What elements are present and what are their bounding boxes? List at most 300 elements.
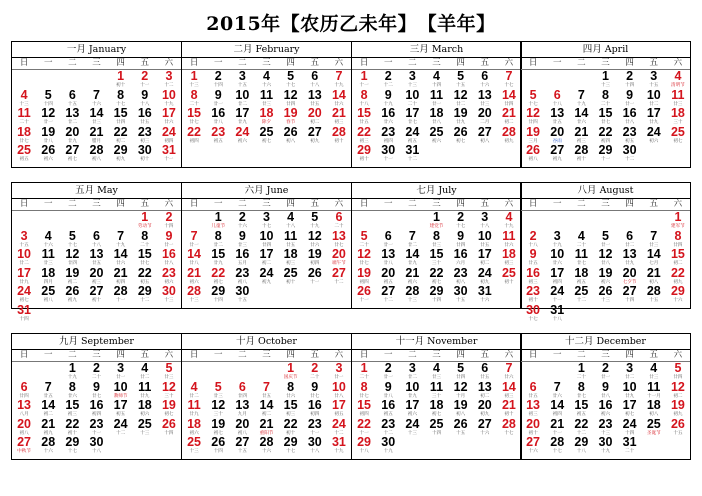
day-cell[interactable]: [618, 267, 642, 286]
day-cell[interactable]: [352, 418, 376, 437]
day-cell[interactable]: [569, 144, 593, 163]
day-cell[interactable]: [157, 89, 181, 108]
day-cell[interactable]: [182, 399, 206, 418]
day-cell[interactable]: [424, 126, 448, 145]
day-cell[interactable]: [449, 248, 473, 267]
day-cell[interactable]: [449, 230, 473, 249]
day-cell[interactable]: [618, 230, 642, 249]
day-cell[interactable]: [12, 126, 36, 145]
day-cell[interactable]: [545, 267, 569, 286]
day-cell[interactable]: [12, 381, 36, 400]
day-cell[interactable]: [157, 230, 181, 249]
day-cell[interactable]: [327, 362, 351, 381]
day-cell[interactable]: [157, 381, 181, 400]
day-cell[interactable]: [109, 70, 133, 89]
day-cell[interactable]: [279, 126, 303, 145]
day-cell[interactable]: [12, 304, 36, 323]
day-cell[interactable]: [279, 362, 303, 381]
day-cell[interactable]: [303, 211, 327, 230]
day-cell[interactable]: [230, 107, 254, 126]
day-cell[interactable]: [376, 144, 400, 163]
day-cell[interactable]: [497, 267, 521, 286]
day-cell[interactable]: [60, 399, 84, 418]
day-cell[interactable]: [473, 362, 497, 381]
day-cell[interactable]: [327, 89, 351, 108]
day-cell[interactable]: [84, 248, 108, 267]
day-cell[interactable]: [84, 126, 108, 145]
day-cell[interactable]: [327, 399, 351, 418]
day-cell[interactable]: [254, 70, 278, 89]
day-cell[interactable]: [642, 381, 666, 400]
day-cell[interactable]: [109, 230, 133, 249]
day-cell[interactable]: [618, 70, 642, 89]
day-cell[interactable]: [254, 107, 278, 126]
day-cell[interactable]: [84, 89, 108, 108]
day-cell[interactable]: [206, 418, 230, 437]
day-cell[interactable]: [182, 267, 206, 286]
day-cell[interactable]: [545, 436, 569, 455]
day-cell[interactable]: [230, 248, 254, 267]
day-cell[interactable]: [254, 211, 278, 230]
day-cell[interactable]: [642, 89, 666, 108]
day-cell[interactable]: [60, 267, 84, 286]
day-cell[interactable]: [545, 304, 569, 323]
day-cell[interactable]: [424, 381, 448, 400]
day-cell[interactable]: [84, 436, 108, 455]
day-cell[interactable]: [36, 248, 60, 267]
day-cell[interactable]: [303, 248, 327, 267]
day-cell[interactable]: [642, 418, 666, 437]
day-cell[interactable]: [497, 211, 521, 230]
day-cell[interactable]: [230, 381, 254, 400]
day-cell[interactable]: [569, 381, 593, 400]
day-cell[interactable]: [352, 285, 376, 304]
day-cell[interactable]: [230, 285, 254, 304]
day-cell[interactable]: [182, 89, 206, 108]
day-cell[interactable]: [157, 418, 181, 437]
day-cell[interactable]: [424, 285, 448, 304]
day-cell[interactable]: [449, 399, 473, 418]
day-cell[interactable]: [666, 285, 690, 304]
day-cell[interactable]: [352, 362, 376, 381]
day-cell[interactable]: [84, 107, 108, 126]
day-cell[interactable]: [376, 436, 400, 455]
day-cell[interactable]: [473, 70, 497, 89]
day-cell[interactable]: [254, 418, 278, 437]
day-cell[interactable]: [400, 399, 424, 418]
day-cell[interactable]: [109, 248, 133, 267]
day-cell[interactable]: [400, 248, 424, 267]
day-cell[interactable]: [230, 230, 254, 249]
day-cell[interactable]: [376, 267, 400, 286]
day-cell[interactable]: [279, 381, 303, 400]
day-cell[interactable]: [449, 126, 473, 145]
day-cell[interactable]: [618, 362, 642, 381]
day-cell[interactable]: [618, 381, 642, 400]
day-cell[interactable]: [521, 89, 545, 108]
day-cell[interactable]: [254, 381, 278, 400]
day-cell[interactable]: [206, 107, 230, 126]
day-cell[interactable]: [109, 285, 133, 304]
day-cell[interactable]: [230, 399, 254, 418]
day-cell[interactable]: [60, 381, 84, 400]
day-cell[interactable]: [352, 436, 376, 455]
day-cell[interactable]: [279, 211, 303, 230]
day-cell[interactable]: [400, 381, 424, 400]
day-cell[interactable]: [521, 399, 545, 418]
day-cell[interactable]: [12, 248, 36, 267]
day-cell[interactable]: [36, 285, 60, 304]
day-cell[interactable]: [376, 70, 400, 89]
day-cell[interactable]: [569, 107, 593, 126]
day-cell[interactable]: [36, 89, 60, 108]
day-cell[interactable]: [400, 126, 424, 145]
day-cell[interactable]: [84, 381, 108, 400]
day-cell[interactable]: [521, 304, 545, 323]
day-cell[interactable]: [12, 107, 36, 126]
day-cell[interactable]: [473, 381, 497, 400]
day-cell[interactable]: [497, 399, 521, 418]
day-cell[interactable]: [60, 248, 84, 267]
day-cell[interactable]: [327, 211, 351, 230]
day-cell[interactable]: [254, 436, 278, 455]
day-cell[interactable]: [157, 399, 181, 418]
day-cell[interactable]: [593, 267, 617, 286]
day-cell[interactable]: [473, 248, 497, 267]
day-cell[interactable]: [666, 381, 690, 400]
day-cell[interactable]: [497, 362, 521, 381]
day-cell[interactable]: [521, 285, 545, 304]
day-cell[interactable]: [109, 362, 133, 381]
day-cell[interactable]: [12, 436, 36, 455]
day-cell[interactable]: [157, 144, 181, 163]
day-cell[interactable]: [109, 267, 133, 286]
day-cell[interactable]: [497, 89, 521, 108]
day-cell[interactable]: [545, 418, 569, 437]
day-cell[interactable]: [230, 436, 254, 455]
day-cell[interactable]: [60, 436, 84, 455]
day-cell[interactable]: [569, 89, 593, 108]
day-cell[interactable]: [473, 267, 497, 286]
day-cell[interactable]: [449, 70, 473, 89]
day-cell[interactable]: [593, 89, 617, 108]
day-cell[interactable]: [230, 126, 254, 145]
day-cell[interactable]: [376, 230, 400, 249]
day-cell[interactable]: [521, 418, 545, 437]
day-cell[interactable]: [642, 248, 666, 267]
day-cell[interactable]: [279, 418, 303, 437]
day-cell[interactable]: [303, 418, 327, 437]
day-cell[interactable]: [36, 381, 60, 400]
day-cell[interactable]: [400, 70, 424, 89]
day-cell[interactable]: [279, 70, 303, 89]
day-cell[interactable]: [182, 381, 206, 400]
day-cell[interactable]: [376, 399, 400, 418]
day-cell[interactable]: [424, 70, 448, 89]
day-cell[interactable]: [666, 107, 690, 126]
day-cell[interactable]: [449, 381, 473, 400]
day-cell[interactable]: [327, 126, 351, 145]
day-cell[interactable]: [618, 418, 642, 437]
day-cell[interactable]: [545, 107, 569, 126]
day-cell[interactable]: [206, 248, 230, 267]
day-cell[interactable]: [254, 267, 278, 286]
day-cell[interactable]: [303, 267, 327, 286]
day-cell[interactable]: [666, 399, 690, 418]
day-cell[interactable]: [182, 230, 206, 249]
day-cell[interactable]: [327, 107, 351, 126]
day-cell[interactable]: [352, 381, 376, 400]
day-cell[interactable]: [666, 267, 690, 286]
day-cell[interactable]: [36, 418, 60, 437]
day-cell[interactable]: [666, 418, 690, 437]
day-cell[interactable]: [352, 70, 376, 89]
day-cell[interactable]: [521, 107, 545, 126]
day-cell[interactable]: [133, 362, 157, 381]
day-cell[interactable]: [593, 399, 617, 418]
day-cell[interactable]: [327, 436, 351, 455]
day-cell[interactable]: [12, 230, 36, 249]
day-cell[interactable]: [84, 418, 108, 437]
day-cell[interactable]: [12, 267, 36, 286]
day-cell[interactable]: [206, 89, 230, 108]
day-cell[interactable]: [473, 89, 497, 108]
day-cell[interactable]: [569, 230, 593, 249]
day-cell[interactable]: [230, 89, 254, 108]
day-cell[interactable]: [473, 107, 497, 126]
day-cell[interactable]: [352, 126, 376, 145]
day-cell[interactable]: [497, 248, 521, 267]
day-cell[interactable]: [279, 89, 303, 108]
day-cell[interactable]: [303, 436, 327, 455]
day-cell[interactable]: [352, 89, 376, 108]
day-cell[interactable]: [182, 285, 206, 304]
day-cell[interactable]: [303, 399, 327, 418]
day-cell[interactable]: [545, 89, 569, 108]
day-cell[interactable]: [206, 436, 230, 455]
day-cell[interactable]: [133, 107, 157, 126]
day-cell[interactable]: [593, 107, 617, 126]
day-cell[interactable]: [182, 126, 206, 145]
day-cell[interactable]: [521, 144, 545, 163]
day-cell[interactable]: [133, 285, 157, 304]
day-cell[interactable]: [424, 89, 448, 108]
day-cell[interactable]: [230, 211, 254, 230]
day-cell[interactable]: [593, 70, 617, 89]
day-cell[interactable]: [400, 107, 424, 126]
day-cell[interactable]: [109, 144, 133, 163]
day-cell[interactable]: [60, 144, 84, 163]
day-cell[interactable]: [424, 248, 448, 267]
day-cell[interactable]: [230, 418, 254, 437]
day-cell[interactable]: [376, 126, 400, 145]
day-cell[interactable]: [497, 126, 521, 145]
day-cell[interactable]: [254, 399, 278, 418]
day-cell[interactable]: [642, 285, 666, 304]
day-cell[interactable]: [60, 107, 84, 126]
day-cell[interactable]: [327, 230, 351, 249]
day-cell[interactable]: [327, 248, 351, 267]
day-cell[interactable]: [60, 285, 84, 304]
day-cell[interactable]: [642, 126, 666, 145]
day-cell[interactable]: [327, 418, 351, 437]
day-cell[interactable]: [84, 267, 108, 286]
day-cell[interactable]: [497, 70, 521, 89]
day-cell[interactable]: [303, 89, 327, 108]
day-cell[interactable]: [666, 70, 690, 89]
day-cell[interactable]: [521, 248, 545, 267]
day-cell[interactable]: [133, 70, 157, 89]
day-cell[interactable]: [12, 285, 36, 304]
day-cell[interactable]: [666, 126, 690, 145]
day-cell[interactable]: [376, 107, 400, 126]
day-cell[interactable]: [303, 381, 327, 400]
day-cell[interactable]: [473, 126, 497, 145]
day-cell[interactable]: [424, 211, 448, 230]
day-cell[interactable]: [497, 381, 521, 400]
day-cell[interactable]: [400, 267, 424, 286]
day-cell[interactable]: [376, 418, 400, 437]
day-cell[interactable]: [206, 70, 230, 89]
day-cell[interactable]: [12, 418, 36, 437]
day-cell[interactable]: [400, 89, 424, 108]
day-cell[interactable]: [497, 107, 521, 126]
day-cell[interactable]: [569, 436, 593, 455]
day-cell[interactable]: [109, 381, 133, 400]
day-cell[interactable]: [618, 399, 642, 418]
day-cell[interactable]: [157, 362, 181, 381]
day-cell[interactable]: [593, 126, 617, 145]
day-cell[interactable]: [593, 418, 617, 437]
day-cell[interactable]: [36, 230, 60, 249]
day-cell[interactable]: [618, 285, 642, 304]
day-cell[interactable]: [279, 436, 303, 455]
day-cell[interactable]: [327, 70, 351, 89]
day-cell[interactable]: [449, 362, 473, 381]
day-cell[interactable]: [12, 399, 36, 418]
day-cell[interactable]: [545, 399, 569, 418]
day-cell[interactable]: [569, 399, 593, 418]
day-cell[interactable]: [133, 230, 157, 249]
day-cell[interactable]: [521, 381, 545, 400]
day-cell[interactable]: [569, 267, 593, 286]
day-cell[interactable]: [303, 230, 327, 249]
day-cell[interactable]: [424, 399, 448, 418]
day-cell[interactable]: [60, 362, 84, 381]
day-cell[interactable]: [254, 230, 278, 249]
day-cell[interactable]: [618, 107, 642, 126]
day-cell[interactable]: [84, 399, 108, 418]
day-cell[interactable]: [400, 418, 424, 437]
day-cell[interactable]: [642, 267, 666, 286]
day-cell[interactable]: [109, 418, 133, 437]
day-cell[interactable]: [497, 418, 521, 437]
day-cell[interactable]: [327, 381, 351, 400]
day-cell[interactable]: [279, 230, 303, 249]
day-cell[interactable]: [84, 285, 108, 304]
day-cell[interactable]: [157, 267, 181, 286]
day-cell[interactable]: [449, 285, 473, 304]
day-cell[interactable]: [666, 211, 690, 230]
day-cell[interactable]: [400, 285, 424, 304]
day-cell[interactable]: [473, 399, 497, 418]
day-cell[interactable]: [497, 230, 521, 249]
day-cell[interactable]: [182, 418, 206, 437]
day-cell[interactable]: [473, 230, 497, 249]
day-cell[interactable]: [352, 267, 376, 286]
day-cell[interactable]: [279, 267, 303, 286]
day-cell[interactable]: [569, 418, 593, 437]
day-cell[interactable]: [60, 418, 84, 437]
day-cell[interactable]: [206, 285, 230, 304]
day-cell[interactable]: [303, 70, 327, 89]
day-cell[interactable]: [376, 362, 400, 381]
day-cell[interactable]: [182, 248, 206, 267]
day-cell[interactable]: [545, 381, 569, 400]
day-cell[interactable]: [84, 144, 108, 163]
day-cell[interactable]: [157, 126, 181, 145]
day-cell[interactable]: [376, 381, 400, 400]
day-cell[interactable]: [352, 144, 376, 163]
day-cell[interactable]: [400, 144, 424, 163]
day-cell[interactable]: [12, 89, 36, 108]
day-cell[interactable]: [157, 70, 181, 89]
day-cell[interactable]: [133, 211, 157, 230]
day-cell[interactable]: [352, 230, 376, 249]
day-cell[interactable]: [36, 399, 60, 418]
day-cell[interactable]: [618, 126, 642, 145]
day-cell[interactable]: [376, 89, 400, 108]
day-cell[interactable]: [449, 418, 473, 437]
day-cell[interactable]: [618, 144, 642, 163]
day-cell[interactable]: [593, 230, 617, 249]
day-cell[interactable]: [642, 362, 666, 381]
day-cell[interactable]: [206, 267, 230, 286]
day-cell[interactable]: [642, 107, 666, 126]
day-cell[interactable]: [424, 418, 448, 437]
day-cell[interactable]: [666, 248, 690, 267]
day-cell[interactable]: [449, 211, 473, 230]
day-cell[interactable]: [12, 144, 36, 163]
day-cell[interactable]: [400, 230, 424, 249]
day-cell[interactable]: [473, 285, 497, 304]
day-cell[interactable]: [618, 436, 642, 455]
day-cell[interactable]: [449, 107, 473, 126]
day-cell[interactable]: [133, 381, 157, 400]
day-cell[interactable]: [206, 381, 230, 400]
day-cell[interactable]: [109, 126, 133, 145]
day-cell[interactable]: [230, 70, 254, 89]
day-cell[interactable]: [569, 126, 593, 145]
day-cell[interactable]: [60, 126, 84, 145]
day-cell[interactable]: [449, 89, 473, 108]
day-cell[interactable]: [521, 230, 545, 249]
day-cell[interactable]: [133, 248, 157, 267]
day-cell[interactable]: [254, 248, 278, 267]
day-cell[interactable]: [279, 107, 303, 126]
day-cell[interactable]: [666, 89, 690, 108]
day-cell[interactable]: [109, 399, 133, 418]
day-cell[interactable]: [352, 107, 376, 126]
day-cell[interactable]: [36, 107, 60, 126]
day-cell[interactable]: [618, 248, 642, 267]
day-cell[interactable]: [36, 144, 60, 163]
day-cell[interactable]: [521, 126, 545, 145]
day-cell[interactable]: [133, 89, 157, 108]
day-cell[interactable]: [593, 436, 617, 455]
day-cell[interactable]: [593, 285, 617, 304]
day-cell[interactable]: [400, 362, 424, 381]
